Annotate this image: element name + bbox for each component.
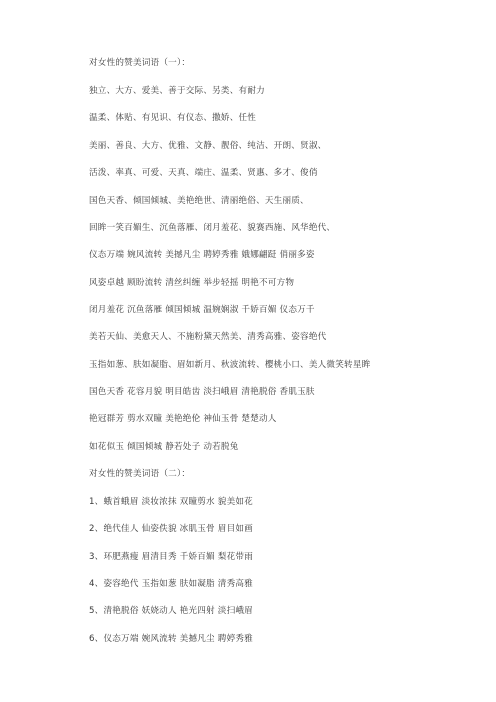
text-line: 闭月羞花 沉鱼落雁 倾国倾城 温婉娴淑 千娇百媚 仪态万千 <box>89 305 315 315</box>
text-line: 美丽、善良、大方、优雅、文静、靓俗、纯洁、开朗、贤淑、 <box>89 141 327 151</box>
list-item: 4、姿容绝代 玉指如葱 肤如凝脂 清秀高雅 <box>89 579 253 589</box>
text-line: 风姿卓越 顾盼流转 清丝纠缠 举步轻摇 明艳不可方物 <box>89 278 295 288</box>
section-heading-1: 对女性的赞美词语（一）： <box>89 58 191 68</box>
text-line: 独立、大方、爱美、善于交际、另类、有耐力 <box>89 86 265 96</box>
list-item: 6、仪态万端 婉风流转 美撼凡尘 聘婷秀雅 <box>89 634 253 644</box>
text-line: 活泼、率真、可爱、天真、端庄、温柔、贤惠、多才、俊俏 <box>89 168 318 178</box>
list-item: 5、清艳脱俗 妖娆动人 艳光四射 淡扫峨眉 <box>89 606 253 616</box>
text-line: 玉指如葱、肤如凝脂、眉如新月、秋波流转、樱桃小口、美人微笑转星眸 <box>89 360 371 370</box>
list-item: 1、蛾首蛾眉 淡妆浓抹 双瞳剪水 貌美如花 <box>89 497 253 507</box>
section-heading-2: 对女性的赞美词语（二）： <box>89 469 191 479</box>
text-line: 如花似玉 倾国倾城 静若处子 动若脱兔 <box>89 442 239 452</box>
list-item: 2、绝代佳人 仙姿佚貌 冰肌玉骨 眉目如画 <box>89 524 253 534</box>
text-line: 回眸一笑百媚生、沉鱼落雁、闭月羞花、貌赛西施、风华绝代、 <box>89 223 336 233</box>
text-line: 美若天仙、美愈天人、不施粉黛天然美、清秀高雅、姿容绝代 <box>89 332 327 342</box>
text-line: 国色天香、倾国倾城、美艳绝世、清丽绝俗、天生丽质、 <box>89 196 309 206</box>
text-line: 艳冠群芳 剪水双瞳 美艳绝伦 神仙玉骨 楚楚动人 <box>89 414 277 424</box>
list-item: 3、环肥燕瘦 眉清目秀 千娇百媚 梨花带雨 <box>89 552 253 562</box>
text-line: 温柔、体贴、有见识、有仪态、撒娇、任性 <box>89 113 257 123</box>
text-line: 仪态万端 婉风流转 美撼凡尘 聘婷秀雅 娥娜翩跹 俏丽多姿 <box>89 250 315 260</box>
text-line: 国色天香 花容月貌 明目皓齿 淡扫峨眉 清艳脱俗 香肌玉肤 <box>89 387 315 397</box>
